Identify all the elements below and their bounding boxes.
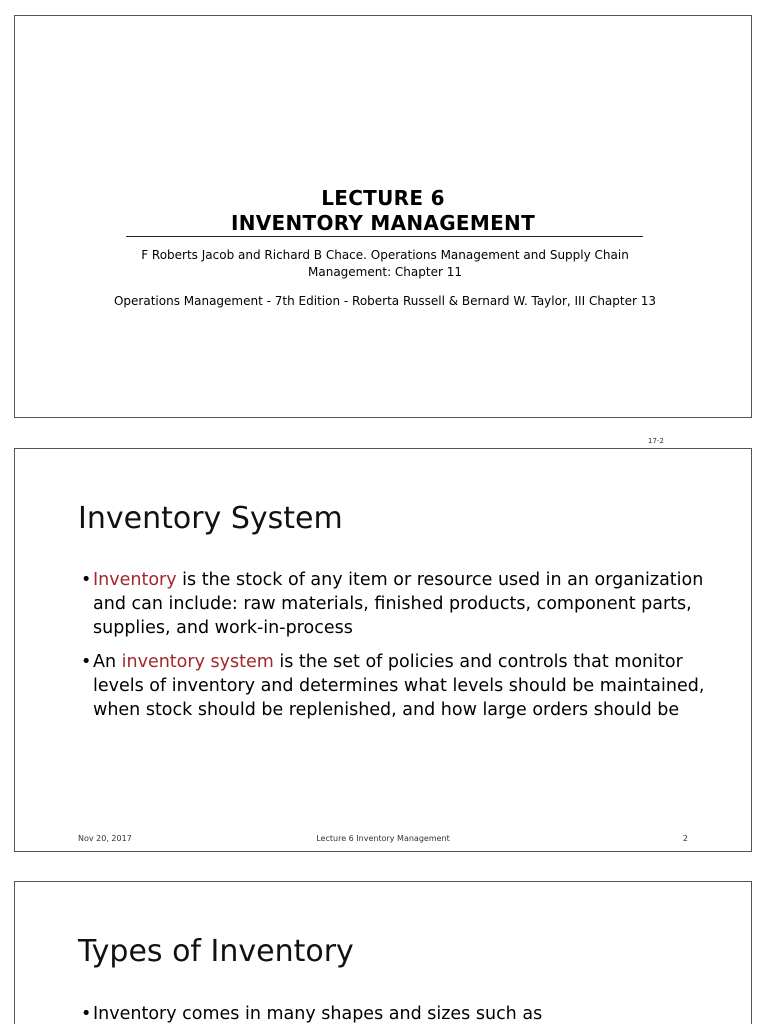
bullet-item bbox=[81, 1002, 721, 1024]
highlight-term: inventory system bbox=[121, 652, 274, 672]
title-line-1: LECTURE 6 bbox=[321, 186, 445, 210]
bullet-text: is the stock of any item or resource used in an organization and can include: raw materials, finished products, component parts, supplies, and work-in-process bbox=[93, 570, 704, 638]
title-line-2: INVENTORY MANAGEMENT bbox=[230, 211, 536, 235]
title-underline bbox=[126, 236, 643, 237]
slide-3-bullets bbox=[81, 1002, 721, 1024]
bullet-prefix: An bbox=[93, 652, 122, 672]
footer-title: Lecture 6 Inventory Management bbox=[316, 834, 450, 843]
footer-date: Nov 20, 2017 bbox=[78, 834, 132, 843]
bullet-icon: • bbox=[81, 652, 92, 672]
bullet-text: Inventory comes in many shapes and sizes such as bbox=[93, 1004, 543, 1024]
slide-1 bbox=[14, 15, 752, 418]
reference-2: Operations Management - 7th Edition - Roberta Russell & Bernard W. Taylor, III Chapter 13 bbox=[113, 294, 657, 308]
slide-2-bullets bbox=[81, 568, 721, 732]
bullet-icon: • bbox=[81, 570, 92, 590]
slide-3-title: Types of Inventory bbox=[78, 934, 354, 969]
reference-1: F Roberts Jacob and Richard B Chace. Operations Management and Supply Chain Management: Chapter 11 bbox=[141, 248, 629, 279]
page-label: 17-2 bbox=[648, 437, 664, 445]
bullet-item bbox=[81, 568, 721, 640]
bullet-item bbox=[81, 650, 721, 722]
bullet-text: is the set of policies and controls that monitor levels of inventory and determines what levels should be maintained, when stock should be replenished, and how large orders should be bbox=[93, 652, 705, 720]
bullet-icon: • bbox=[81, 1004, 92, 1024]
highlight-term: Inventory bbox=[93, 570, 177, 590]
slide-2-title: Inventory System bbox=[78, 501, 343, 536]
footer-page-number: 2 bbox=[682, 834, 688, 843]
slide-1-title bbox=[15, 186, 751, 236]
slide-2 bbox=[14, 448, 752, 852]
slide-3 bbox=[14, 881, 752, 1024]
